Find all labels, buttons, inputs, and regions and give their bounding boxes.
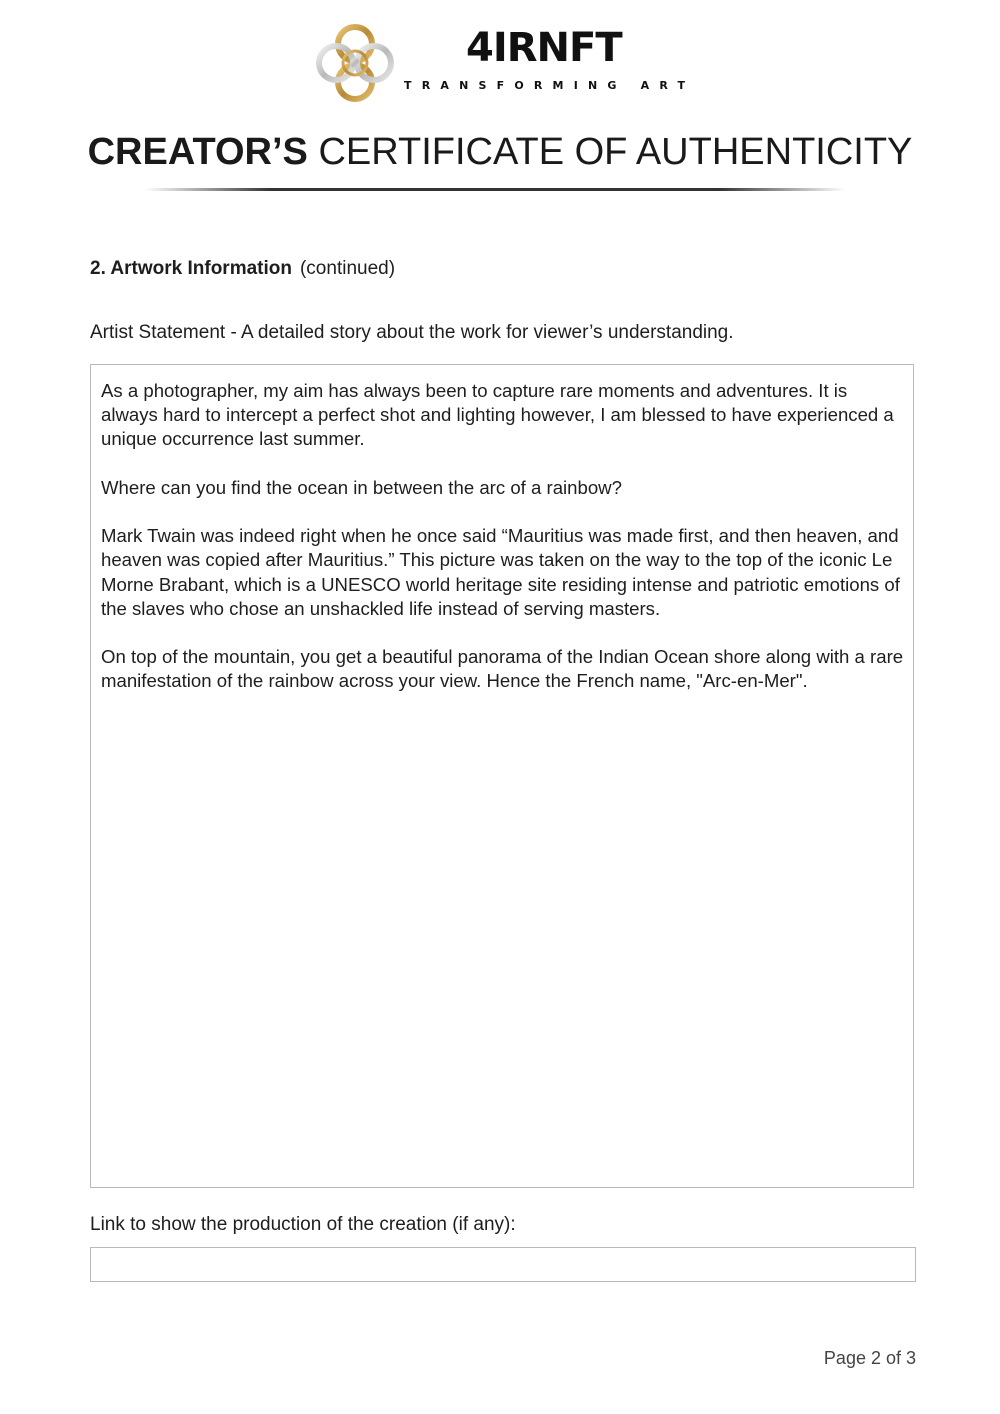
production-link-field[interactable] bbox=[90, 1247, 916, 1282]
section-heading-title: 2. Artwork Information bbox=[90, 258, 292, 279]
brand-tagline: TRANSFORMING ART bbox=[404, 79, 696, 92]
title-divider bbox=[145, 188, 845, 191]
brand-name: 4IRNFT bbox=[466, 25, 622, 71]
statement-paragraph: Where can you find the ocean in between the arc of a rainbow? bbox=[101, 476, 622, 498]
statement-paragraph: As a photographer, my aim has always been to capture rare moments and adventures. It is always hard to intercept a perfect shot and lighting however, I am blessed to have experienced a unique occurrence last summer. bbox=[101, 380, 894, 450]
statement-paragraph: On top of the mountain, you get a beautiful panorama of the Indian Ocean shore along with a rare manifestation of the rainbow across your view. Hence the French name, "Arc-en-Mer". bbox=[101, 646, 904, 692]
infinity-knot-logo-icon bbox=[314, 22, 396, 104]
page-title-strong: CREATOR’S bbox=[87, 131, 308, 173]
page-title bbox=[0, 124, 1000, 180]
artist-statement-field[interactable] bbox=[90, 364, 914, 1188]
statement-paragraph: Mark Twain was indeed right when he once said “Mauritius was made first, and then heaven, and heaven was copied after Mauritius.” This picture was taken on the way to the top of the iconic Le Morne Brabant, which is a UNESCO world heritage site residing intense and patriotic emotions of the slaves who chose an unshackled life instead of serving masters. bbox=[101, 525, 900, 619]
section-heading bbox=[90, 256, 395, 282]
page-title-light: CERTIFICATE OF AUTHENTICITY bbox=[318, 131, 913, 173]
section-heading-note: (continued) bbox=[299, 258, 396, 279]
page-number: Page 2 of 3 bbox=[823, 1348, 916, 1368]
artist-statement-text bbox=[101, 379, 907, 718]
production-link-label: Link to show the production of the creation (if any): bbox=[90, 1214, 516, 1235]
brand-header bbox=[314, 22, 694, 104]
artist-statement-label: Artist Statement - A detailed story about the work for viewer’s understanding. bbox=[90, 322, 734, 343]
